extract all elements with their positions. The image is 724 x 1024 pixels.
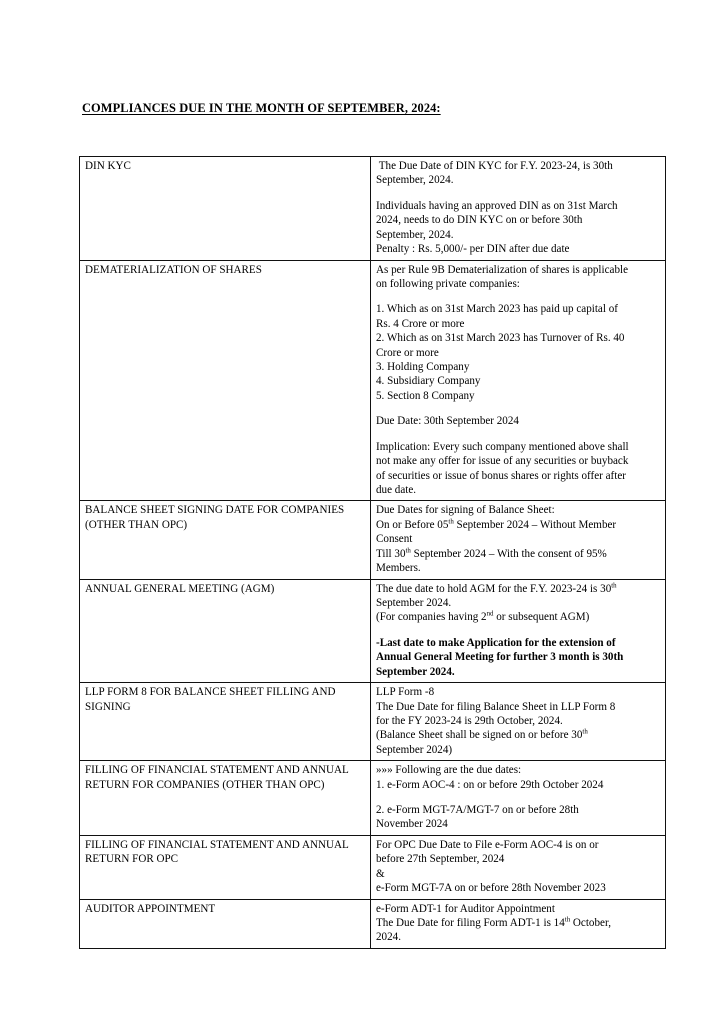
compliance-label-cell: FILLING OF FINANCIAL STATEMENT AND ANNUAL RETURN FOR OPC <box>80 835 371 899</box>
detail-line: The Due Date for filing Form ADT-1 is 14th October, <box>376 916 611 929</box>
detail-line: (Balance Sheet shall be signed on or before 30th <box>376 728 588 742</box>
table-row <box>80 761 666 836</box>
detail-line: Due Date: 30th September 2024 <box>376 415 519 428</box>
table-row <box>80 579 666 683</box>
detail-line: Implication: Every such company mentioned above shall <box>376 440 629 453</box>
detail-line-spacer <box>376 291 661 302</box>
detail-line-spacer <box>376 792 661 803</box>
detail-line: 2. Which as on 31st March 2023 has Turnover of Rs. 40 <box>376 332 625 345</box>
ordinal-suffix: nd <box>486 610 494 618</box>
detail-line: & <box>376 867 385 880</box>
detail-line: 4. Subsidiary Company <box>376 375 481 388</box>
compliance-label-cell: BALANCE SHEET SIGNING DATE FOR COMPANIES (OTHER THAN OPC) <box>80 501 371 579</box>
detail-line: Penalty : Rs. 5,000/- per DIN after due date <box>376 243 570 256</box>
detail-line: 2. e-Form MGT-7A/MGT-7 on or before 28th <box>376 804 579 817</box>
detail-line: LLP Form -8 <box>376 686 435 699</box>
compliance-label-cell: AUDITOR APPOINTMENT <box>80 899 371 948</box>
detail-line: Members. <box>376 562 421 575</box>
detail-line: 1. e-Form AOC-4 : on or before 29th October 2024 <box>376 778 604 791</box>
table-row <box>80 501 666 579</box>
detail-line: on following private companies: <box>376 277 520 290</box>
detail-line-spacer <box>376 188 661 199</box>
detail-line: On or Before 05th September 2024 – Without Member <box>376 518 617 531</box>
compliance-label-cell: LLP FORM 8 FOR BALANCE SHEET FILLING AND SIGNING <box>80 683 371 761</box>
compliance-detail-cell <box>371 835 666 899</box>
ordinal-suffix: th <box>611 581 617 589</box>
detail-line: The Due Date for filing Balance Sheet in LLP Form 8 <box>376 700 616 713</box>
table-row <box>80 835 666 899</box>
detail-line: before 27th September, 2024 <box>376 853 505 866</box>
detail-line: September, 2024. <box>376 228 454 241</box>
compliance-detail-cell <box>371 260 666 501</box>
compliance-detail-cell <box>371 899 666 948</box>
detail-line: e-Form MGT-7A on or before 28th November 2023 <box>376 882 606 895</box>
compliance-label-cell: DEMATERIALIZATION OF SHARES <box>80 260 371 501</box>
detail-line: 1. Which as on 31st March 2023 has paid up capital of <box>376 303 618 316</box>
detail-line: September 2024. <box>376 596 452 609</box>
detail-line: September 2024) <box>376 743 453 756</box>
detail-line: Consent <box>376 533 413 546</box>
detail-line: -Last date to make Application for the extension of <box>376 636 616 649</box>
detail-line: 3. Holding Company <box>376 361 470 374</box>
table-row <box>80 260 666 501</box>
page-title: COMPLIANCES DUE IN THE MONTH OF SEPTEMBER, 2024: <box>82 101 441 115</box>
detail-line: for the FY 2023-24 is 29th October, 2024. <box>376 714 563 727</box>
compliance-label-cell: FILLING OF FINANCIAL STATEMENT AND ANNUAL RETURN FOR COMPANIES (OTHER THAN OPC) <box>80 761 371 836</box>
ordinal-suffix: th <box>582 728 588 736</box>
compliance-label-cell: ANNUAL GENERAL MEETING (AGM) <box>80 579 371 683</box>
detail-line: not make any offer for issue of any securities or buyback <box>376 455 629 468</box>
detail-line: Crore or more <box>376 346 439 359</box>
detail-line: Annual General Meeting for further 3 month is 30th <box>376 651 624 664</box>
detail-line: Till 30th September 2024 – With the consent of 95% <box>376 547 607 560</box>
detail-line: September, 2024. <box>376 174 454 187</box>
detail-line: September 2024. <box>376 665 455 678</box>
detail-line-spacer <box>376 403 661 414</box>
detail-line-spacer <box>376 625 661 636</box>
detail-line: 5. Section 8 Company <box>376 389 475 402</box>
ordinal-suffix: th <box>448 518 454 526</box>
ordinal-suffix: th <box>564 916 571 924</box>
compliance-detail-cell <box>371 683 666 761</box>
detail-line: 2024, needs to do DIN KYC on or before 30th <box>376 214 583 227</box>
compliance-detail-cell <box>371 761 666 836</box>
detail-line: (For companies having 2nd or subsequent AGM) <box>376 610 590 624</box>
detail-line: The Due Date of DIN KYC for F.Y. 2023-24, is 30th <box>376 160 613 172</box>
detail-line: The due date to hold AGM for the F.Y. 2023-24 is 30th <box>376 581 617 595</box>
detail-line: Individuals having an approved DIN as on 31st March <box>376 199 618 212</box>
table-row <box>80 899 666 948</box>
compliance-due-dates-table <box>79 156 666 949</box>
detail-line: 2024. <box>376 931 401 944</box>
detail-line: e-Form ADT-1 for Auditor Appointment <box>376 902 555 915</box>
compliance-detail-cell <box>371 579 666 683</box>
detail-line: Rs. 4 Crore or more <box>376 317 465 330</box>
ordinal-suffix: th <box>405 547 411 555</box>
detail-line: due date. <box>376 484 417 497</box>
detail-line: »»» Following are the due dates: <box>376 764 522 777</box>
table-row <box>80 157 666 261</box>
detail-line: For OPC Due Date to File e-Form AOC-4 is on or <box>376 838 599 851</box>
compliance-detail-cell <box>371 501 666 579</box>
compliance-label-cell: DIN KYC <box>80 157 371 261</box>
table-row <box>80 683 666 761</box>
detail-line: Due Dates for signing of Balance Sheet: <box>376 504 555 517</box>
detail-line: November 2024 <box>376 818 448 831</box>
detail-line-spacer <box>376 429 661 440</box>
compliance-detail-cell <box>371 157 666 261</box>
detail-line: As per Rule 9B Dematerialization of shares is applicable <box>376 263 628 276</box>
table-body <box>80 157 666 949</box>
detail-line: of securities or issue of bonus shares or rights offer after <box>376 469 626 482</box>
